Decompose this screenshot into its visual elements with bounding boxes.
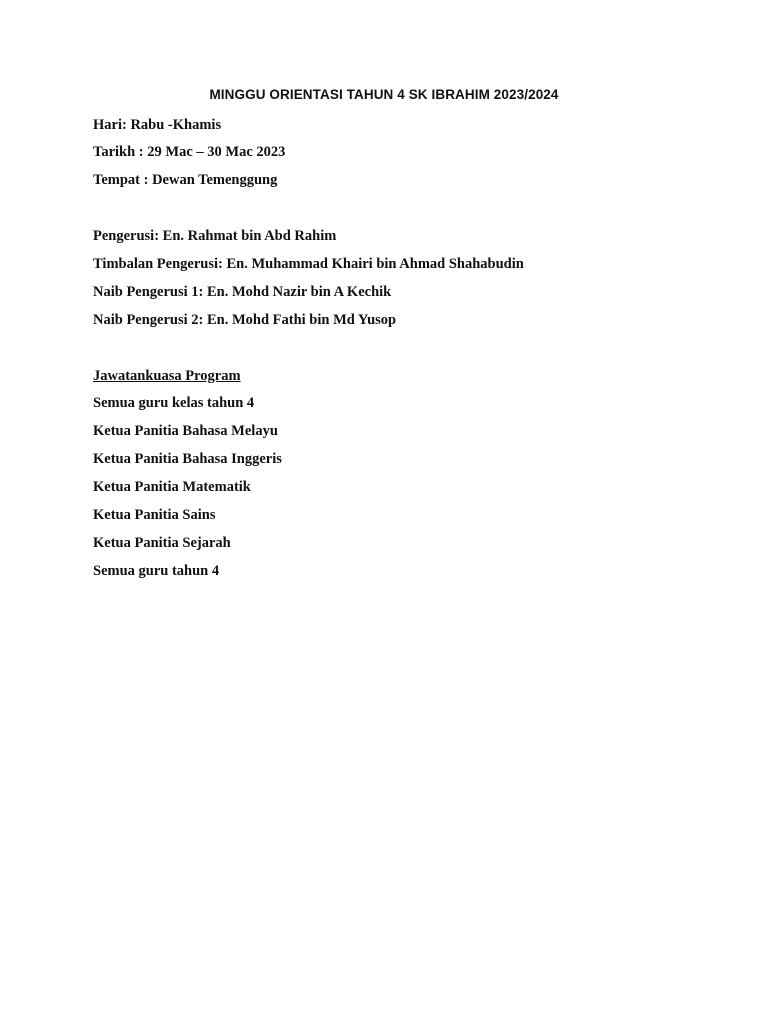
officer-timbalan-pengerusi: Timbalan Pengerusi: En. Muhammad Khairi bin Ahmad Shahabudin	[93, 256, 524, 272]
committee-member: Ketua Panitia Matematik	[93, 479, 251, 495]
officer-naib-pengerusi-2: Naib Pengerusi 2: En. Mohd Fathi bin Md Yusop	[93, 312, 397, 328]
committee-member: Ketua Panitia Sains	[93, 507, 216, 523]
document-title: MINGGU ORIENTASI TAHUN 4 SK IBRAHIM 2023/2024	[209, 87, 559, 102]
detail-tempat: Tempat : Dewan Temenggung	[93, 172, 278, 188]
detail-tarikh: Tarikh : 29 Mac – 30 Mac 2023	[93, 144, 286, 160]
committee-member: Semua guru tahun 4	[93, 563, 220, 579]
committee-member: Ketua Panitia Bahasa Inggeris	[93, 451, 282, 467]
committee-heading: Jawatankuasa Program	[93, 368, 241, 384]
officer-naib-pengerusi-1: Naib Pengerusi 1: En. Mohd Nazir bin A Kechik	[93, 284, 392, 300]
committee-member: Ketua Panitia Bahasa Melayu	[93, 423, 278, 439]
committee-member: Ketua Panitia Sejarah	[93, 535, 231, 551]
officer-pengerusi: Pengerusi: En. Rahmat bin Abd Rahim	[93, 228, 337, 244]
detail-hari: Hari: Rabu -Khamis	[93, 117, 222, 133]
committee-member: Semua guru kelas tahun 4	[93, 395, 255, 411]
